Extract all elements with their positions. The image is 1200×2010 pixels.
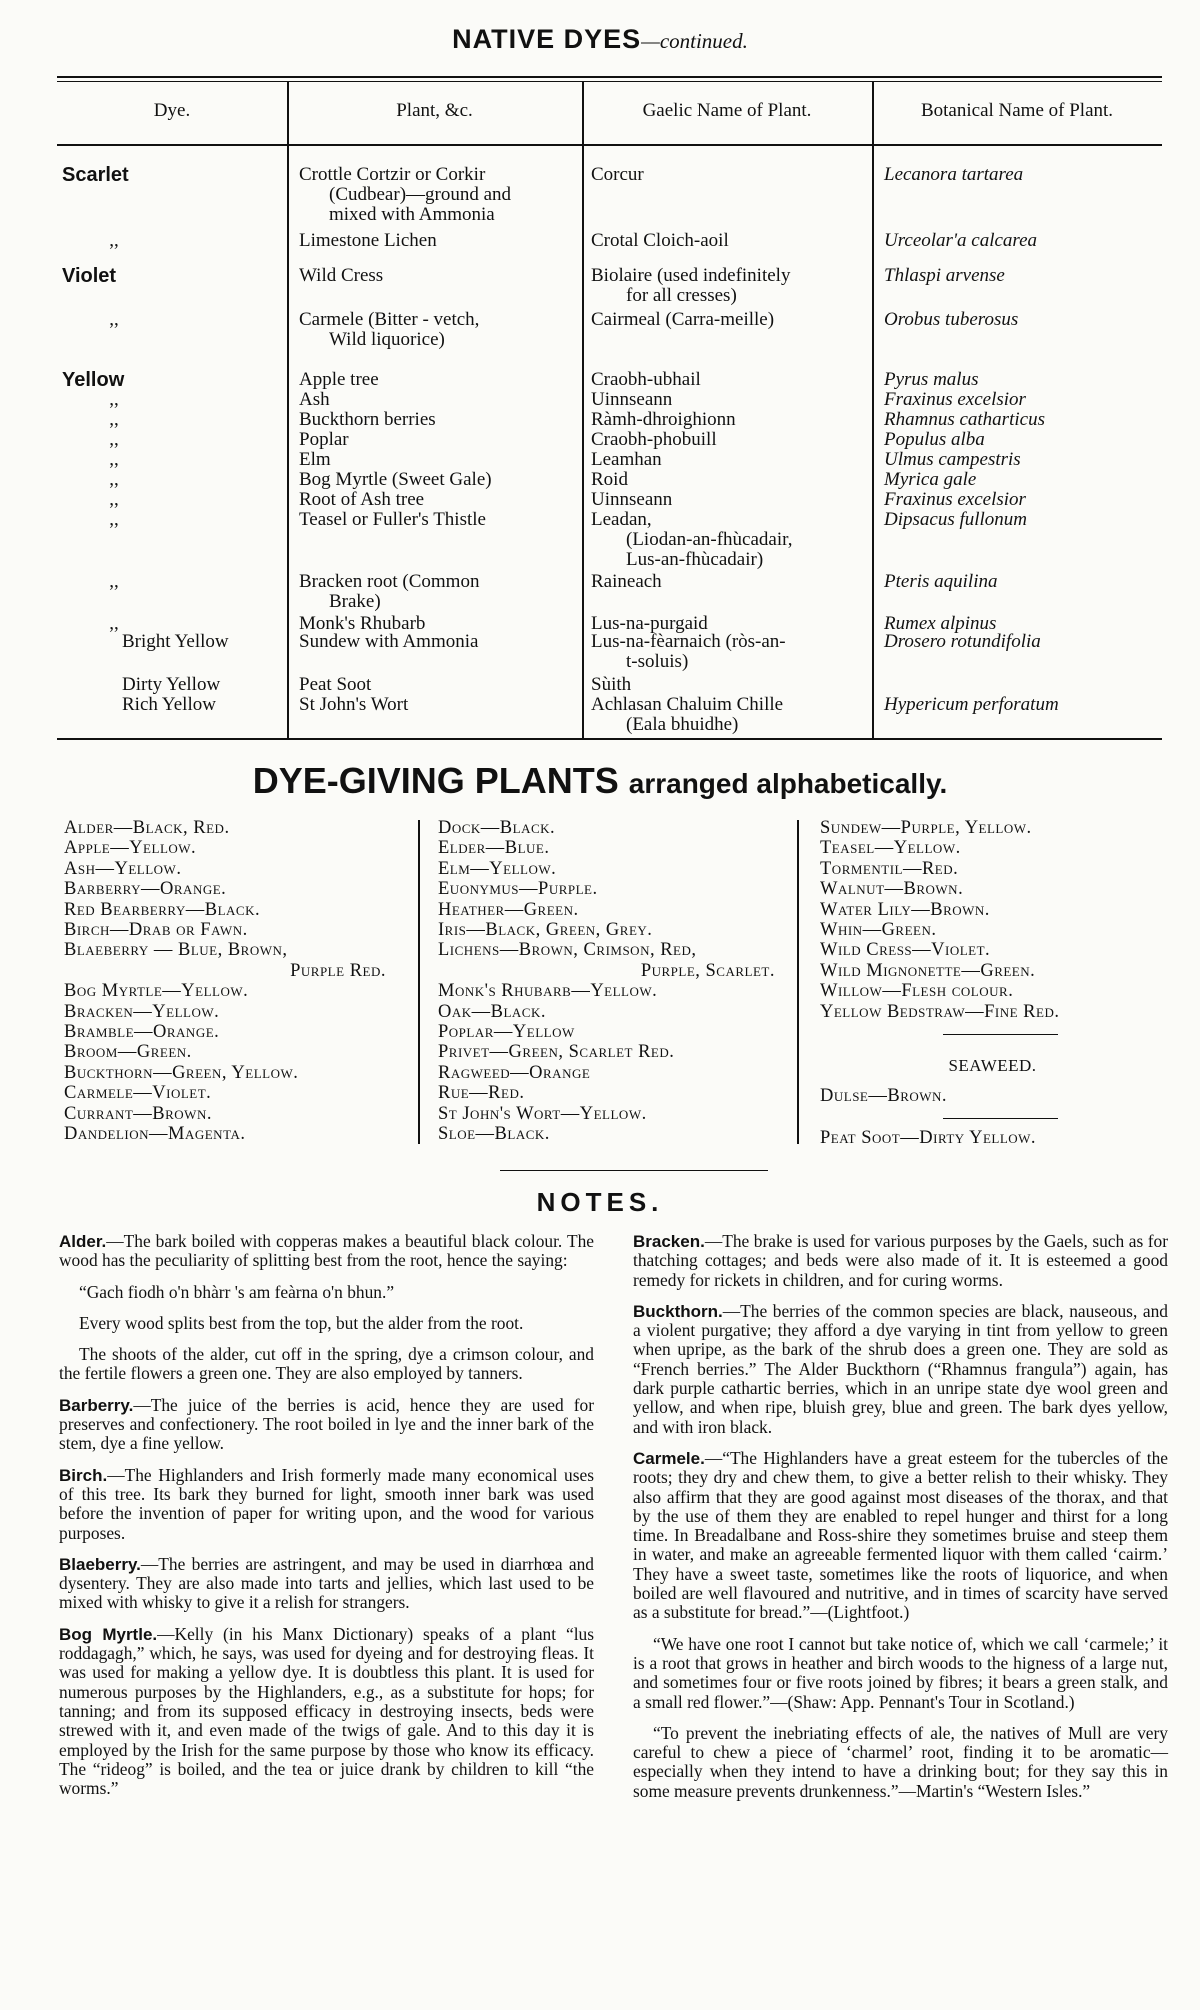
note-text: Every wood splits best from the top, but the alder from the root. — [79, 1312, 524, 1333]
dye-name: ,, — [109, 429, 119, 450]
dye-name: Rich Yellow — [122, 694, 216, 715]
note-paragraph — [633, 1302, 1168, 1437]
note-paragraph — [633, 1232, 1168, 1290]
dye-plants-title-suffix: arranged alphabetically. — [628, 768, 948, 799]
plant-cell: Sundew with Ammonia — [299, 631, 479, 652]
botanical-cell: Dipsacus fullonum — [884, 509, 1028, 530]
table-col-divider-1 — [287, 82, 289, 738]
page-title-suffix: —continued. — [641, 29, 748, 53]
note-paragraph — [633, 1635, 1168, 1712]
botanical-cell: Lecanora tartarea — [884, 164, 1024, 185]
note-paragraph — [59, 1314, 594, 1333]
plants-column-3 — [820, 818, 1165, 1022]
dye-cell — [62, 470, 282, 490]
dye-cell — [62, 266, 282, 287]
botanical-cell: Hypericum perforatum — [884, 694, 1059, 715]
gaelic-cell: Uinnseann — [591, 489, 673, 510]
plant-list-item: Sloe—Black. — [438, 1124, 550, 1145]
dye-name: ,, — [109, 389, 119, 410]
dye-name: ,, — [109, 509, 119, 530]
dye-cell — [62, 632, 282, 652]
page-title — [0, 24, 1200, 55]
dye-name: Yellow — [62, 369, 125, 391]
note-paragraph — [633, 1449, 1168, 1623]
botanical-cell: Fraxinus excelsior — [884, 389, 1026, 410]
plant-list-item: Rue—Red. — [438, 1083, 525, 1104]
plant-list-item: Broom—Green. — [64, 1042, 192, 1063]
plant-cell: Peat Soot — [299, 674, 372, 695]
table-col-divider-2 — [582, 82, 584, 738]
plant-list-item: Elm—Yellow. — [438, 858, 557, 879]
dye-cell — [62, 310, 282, 330]
dye-name: Dirty Yellow — [122, 674, 221, 695]
dye-cell — [62, 370, 282, 391]
note-text: —The berries of the common species are black, nauseous, and a violent purgative; they afford a dye varying in tint from yellow to green when upripe, as the bark of the shrub does a green one. They are sold as “French berries.” The Alder Buckthorn (“Rhamnus frangula”) again, has dark purple cathartic berries, which in an unripe state dye wool green and yellow, and when ripe, bluish grey, blue and green. The bark dyes yellow, and with iron black. — [633, 1300, 1168, 1437]
gaelic-cell: Ràmh-dhroighionn — [591, 409, 736, 430]
plant-list-item: Dandelion—Magenta. — [64, 1124, 246, 1145]
plant-cell: Poplar — [299, 429, 349, 450]
note-heading: Birch. — [59, 1465, 108, 1485]
plant-cell: Wild Cress — [299, 265, 384, 286]
plant-cell: Bracken root (Common — [299, 571, 480, 592]
dye-name: ,, — [109, 309, 119, 330]
dye-name: Bright Yellow — [122, 631, 229, 652]
dye-name: ,, — [109, 571, 119, 592]
plant-list-item: Blaeberry — Blue, Brown, — [64, 940, 288, 961]
note-paragraph — [59, 1555, 594, 1613]
plant-list-item: Yellow Bedstraw—Fine Red. — [820, 1001, 1060, 1022]
dye-name: ,, — [109, 613, 119, 634]
dye-cell — [62, 165, 282, 186]
plant-cell: Bog Myrtle (Sweet Gale) — [299, 469, 492, 490]
peat-item: Peat Soot—Dirty Yellow. — [820, 1128, 1037, 1148]
dye-cell — [62, 231, 282, 251]
gaelic-cell: Uinnseann — [591, 389, 673, 410]
plant-list-item: Ash—Yellow. — [64, 858, 182, 879]
header-plant: Plant, &c. — [396, 100, 473, 121]
plant-list-item: Euonymus—Purple. — [438, 879, 598, 900]
plant-list-item: Barberry—Orange. — [64, 879, 227, 900]
gaelic-cell: t-soluis) — [626, 651, 689, 672]
plant-list-item: Tormentil—Red. — [820, 858, 959, 879]
plant-list-item: Wild Cress—Violet. — [820, 940, 991, 961]
plants-column-1 — [64, 818, 394, 1145]
seaweed-heading: SEAWEED. — [948, 1056, 1037, 1075]
botanical-cell: Myrica gale — [884, 469, 977, 490]
plant-cell: Ash — [299, 389, 330, 410]
table-col-divider-3 — [872, 82, 874, 738]
seaweed-item: Dulse—Brown. — [820, 1086, 948, 1106]
plant-list-item: Heather—Green. — [438, 899, 579, 920]
gaelic-cell: Sùith — [591, 674, 632, 695]
gaelic-cell: Lus-na-fèarnaich (ròs-an- — [591, 631, 786, 652]
dye-name: Violet — [62, 265, 117, 287]
plant-cell: mixed with Ammonia — [329, 204, 495, 225]
botanical-cell: Pteris aquilina — [884, 571, 998, 592]
plant-list-item: Apple—Yellow. — [64, 838, 197, 859]
note-paragraph — [633, 1724, 1168, 1801]
botanical-cell: Thlaspi arvense — [884, 265, 1005, 286]
plant-list-item: Ragweed—Orange — [438, 1062, 591, 1083]
plant-list-item: Lichens—Brown, Crimson, Red, — [438, 940, 697, 961]
botanical-cell: Orobus tuberosus — [884, 309, 1019, 330]
plant-list-item: Carmele—Violet. — [64, 1083, 212, 1104]
dye-plants-title-text: DYE-GIVING PLANTS — [252, 760, 619, 801]
gaelic-cell: Leadan, — [591, 509, 652, 530]
dye-name: ,, — [109, 489, 119, 510]
plant-cell: Limestone Lichen — [299, 230, 437, 251]
note-text: —The bark boiled with copperas makes a beautiful black colour. The wood has the peculiarity of splitting best from the root, hence the saying: — [59, 1231, 594, 1271]
plant-list-item: Purple, Scarlet. — [640, 960, 775, 981]
dye-name: ,, — [109, 449, 119, 470]
plants-col-divider-2 — [797, 820, 799, 1144]
header-gaelic: Gaelic Name of Plant. — [642, 100, 812, 121]
plant-cell: Buckthorn berries — [299, 409, 436, 430]
header-botanical: Botanical Name of Plant. — [920, 100, 1114, 121]
note-text: The shoots of the alder, cut off in the spring, dye a crimson colour, and the fertile flowers a green one. They are also employed by tanners. — [59, 1344, 594, 1384]
note-paragraph — [59, 1396, 594, 1454]
plant-list-item: Teasel—Yellow. — [820, 838, 961, 859]
note-text: “To prevent the inebriating effects of ale, the natives of Mull are very careful to chew a piece of ‘charmel’ root, finding it to be aromatic—especially when they intend to have a drinking bout; for they say this in some measure prevents drunkenness.”—Martin's “Western Isles.” — [633, 1722, 1168, 1801]
dye-cell — [62, 695, 282, 715]
gaelic-cell: for all cresses) — [626, 285, 737, 306]
notes-title: NOTES. — [536, 1187, 664, 1217]
notes-left-column — [59, 1232, 594, 1810]
notes-right-column — [633, 1232, 1168, 1813]
dye-cell — [62, 572, 282, 592]
note-heading: Buckthorn. — [633, 1301, 723, 1321]
note-text: —The juice of the berries is acid, hence they are used for preserves and confectionery. The root boiled in lye and the inner bark of the stem, dye a fine yellow. — [59, 1394, 594, 1454]
plants-column-2 — [438, 818, 783, 1145]
note-paragraph — [59, 1466, 594, 1543]
gaelic-cell: Biolaire (used indefinitely — [591, 265, 791, 286]
gaelic-cell: Cairmeal (Carra-meille) — [591, 309, 775, 330]
dye-cell — [62, 450, 282, 470]
plant-cell: (Cudbear)—ground and — [329, 184, 512, 205]
plant-list-item: Bracken—Yellow. — [64, 1001, 220, 1022]
plant-list-item: Water Lily—Brown. — [820, 899, 990, 920]
botanical-cell: Fraxinus excelsior — [884, 489, 1026, 510]
note-text: —Kelly (in his Manx Dictionary) speaks of a plant “lus roddagagh,” which, he says, was used for dyeing and for destroying fleas. It was used for making a yellow dye. It is doubtless this plant. It is used for numerous purposes by the Highlanders, e.g., as a substitute for hops; for tanning; and from its supposed efficacy in destroying insects, beds were strewed with it, and even made of the twigs of gale. And to this day it is employed by the Irish for the same purpose by those who know its efficacy. The “rideog” is boiled, and the tea or juice drank by children to kill “the worms.” — [59, 1623, 595, 1799]
plants-col-divider-1 — [418, 820, 420, 1144]
plant-cell: Carmele (Bitter - vetch, — [299, 309, 480, 330]
gaelic-cell: Raineach — [591, 571, 662, 592]
plant-cell: Teasel or Fuller's Thistle — [299, 509, 486, 530]
table-bottom-rule — [57, 738, 1162, 740]
plant-list-item: Sundew—Purple, Yellow. — [820, 818, 1032, 838]
gaelic-cell: Lus-an-fhùcadair) — [626, 549, 764, 570]
gaelic-cell: Lus-na-purgaid — [591, 613, 708, 634]
note-heading: Bracken. — [633, 1232, 705, 1251]
note-heading: Barberry. — [59, 1395, 134, 1415]
plant-cell: St John's Wort — [299, 694, 409, 715]
plant-list-item: Birch—Drab or Fawn. — [64, 920, 248, 941]
note-text: “Gach fiodh o'n bhàrr 's am feàrna o'n bhun.” — [79, 1281, 395, 1302]
plant-list-item: Poplar—Yellow — [438, 1022, 575, 1043]
dye-cell — [62, 430, 282, 450]
note-paragraph — [59, 1625, 594, 1799]
dye-cell — [62, 675, 282, 695]
dye-name: Scarlet — [62, 164, 129, 186]
plant-list-item: Red Bearberry—Black. — [64, 899, 261, 920]
gaelic-cell: Leamhan — [591, 449, 662, 470]
dye-cell — [62, 390, 282, 410]
plant-cell: Root of Ash tree — [299, 489, 425, 510]
plant-cell: Brake) — [329, 591, 381, 612]
seaweed-rule-bottom — [943, 1118, 1058, 1119]
table-top-rule-thin — [57, 81, 1162, 82]
note-heading: Alder. — [59, 1232, 107, 1251]
plant-list-item: Walnut—Brown. — [820, 879, 964, 900]
botanical-cell: Rumex alpinus — [884, 613, 997, 634]
plant-cell: Wild liquorice) — [329, 329, 445, 350]
gaelic-cell: (Eala bhuidhe) — [626, 714, 739, 735]
botanical-cell: Rhamnus catharticus — [884, 409, 1045, 430]
plant-list-item: St John's Wort—Yellow. — [438, 1103, 647, 1124]
table-header-rule — [57, 144, 1162, 146]
note-heading: Blaeberry. — [59, 1554, 141, 1574]
dye-name: ,, — [109, 230, 119, 251]
plant-cell: Elm — [299, 449, 331, 470]
section-divider — [500, 1170, 768, 1171]
note-heading: Bog Myrtle. — [59, 1624, 158, 1644]
plant-list-item: Oak—Black. — [438, 1001, 546, 1022]
dye-cell — [62, 410, 282, 430]
plant-list-item: Alder—Black, Red. — [64, 818, 230, 838]
gaelic-cell: Craobh-phobuill — [591, 429, 717, 450]
plant-list-item: Monk's Rhubarb—Yellow. — [438, 981, 658, 1002]
note-paragraph — [59, 1283, 594, 1302]
plant-list-item: Iris—Black, Green, Grey. — [438, 920, 653, 941]
note-text: —The Highlanders and Irish formerly made many economical uses of this tree. Its bark they burned for light, smooth inner bark was used before the invention of paper for writing upon, and the wood for various purposes. — [59, 1464, 594, 1543]
gaelic-cell: (Liodan-an-fhùcadair, — [626, 529, 793, 550]
note-text: “We have one root I cannot but take notice of, which we call ‘carmele;’ it is a root that grows in heather and birch woods to the higness of a large nut, and sometimes four or five roots joined by fibres; it bears a green stalk, and a small red flower.”—(Shaw: App. Pennant's Tour in Scotland.) — [633, 1633, 1168, 1712]
note-paragraph — [59, 1232, 594, 1271]
plant-cell: Monk's Rhubarb — [299, 613, 426, 634]
page-title-text: NATIVE DYES — [452, 24, 642, 54]
gaelic-cell: Corcur — [591, 164, 644, 185]
gaelic-cell: Craobh-ubhail — [591, 369, 701, 390]
botanical-cell: Drosero rotundifolia — [884, 631, 1041, 652]
plant-list-item: Elder—Blue. — [438, 838, 550, 859]
gaelic-cell: Crotal Cloich-aoil — [591, 230, 729, 251]
plant-cell: Crottle Cortzir or Corkir — [299, 164, 486, 185]
plant-list-item: Buckthorn—Green, Yellow. — [64, 1062, 299, 1083]
plant-cell: Apple tree — [299, 369, 379, 390]
botanical-cell: Pyrus malus — [884, 369, 979, 390]
note-text: —The berries are astringent, and may be used in diarrhœa and dysentery. They are also made into tarts and jellies, which last used to be mixed with whisky to give it a relish for strangers. — [59, 1553, 594, 1613]
gaelic-cell: Roid — [591, 469, 628, 490]
dye-name: ,, — [109, 469, 119, 490]
note-text: —“The Highlanders have a great esteem for the tubercles of the roots; they dry and chew them, to give a better relish to their whisky. They also affirm that they are good against most diseases of the thorax, and that by the use of them they are enabled to repel hunger and thirst for a long time. In Breadalbane and Ross-shire they sometimes bruise and steep them in water, and make an agreeable fermented liquor with them called ‘cairm.’ They have a sweet taste, sometimes like the roots of liquorice, and when boiled are well flavoured and nutritive, and in times of scarcity have served as a substitute for bread.”—(Lightfoot.) — [633, 1447, 1168, 1623]
botanical-cell: Ulmus campestris — [884, 449, 1021, 470]
note-text: —The brake is used for various purposes by the Gaels, such as for thatching cottages; and beds were also made of it. It is esteemed a good remedy for rickets in children, and for curing worms. — [633, 1231, 1168, 1290]
dye-plants-title — [0, 760, 1200, 802]
gaelic-cell: Achlasan Chaluim Chille — [591, 694, 784, 715]
plant-list-item: Privet—Green, Scarlet Red. — [438, 1042, 675, 1063]
plant-list-item: Willow—Flesh colour. — [820, 981, 1014, 1002]
plant-list-item: Bog Myrtle—Yellow. — [64, 981, 249, 1002]
header-dye: Dye. — [153, 100, 191, 121]
table-top-rule — [57, 76, 1162, 78]
plant-list-item: Bramble—Orange. — [64, 1022, 220, 1043]
seaweed-rule-top — [943, 1034, 1058, 1035]
botanical-cell: Urceolar'a calcarea — [884, 230, 1038, 251]
dye-cell — [62, 510, 282, 530]
note-heading: Carmele. — [633, 1448, 705, 1468]
plant-list-item: Whin—Green. — [820, 920, 937, 941]
plant-list-item: Currant—Brown. — [64, 1103, 212, 1124]
note-paragraph — [59, 1345, 594, 1384]
plant-list-item: Dock—Black. — [438, 818, 556, 838]
dye-name: ,, — [109, 409, 119, 430]
plant-list-item: Purple Red. — [290, 960, 386, 981]
plant-list-item: Wild Mignonette—Green. — [820, 960, 1036, 981]
botanical-cell: Populus alba — [884, 429, 985, 450]
dye-cell — [62, 490, 282, 510]
